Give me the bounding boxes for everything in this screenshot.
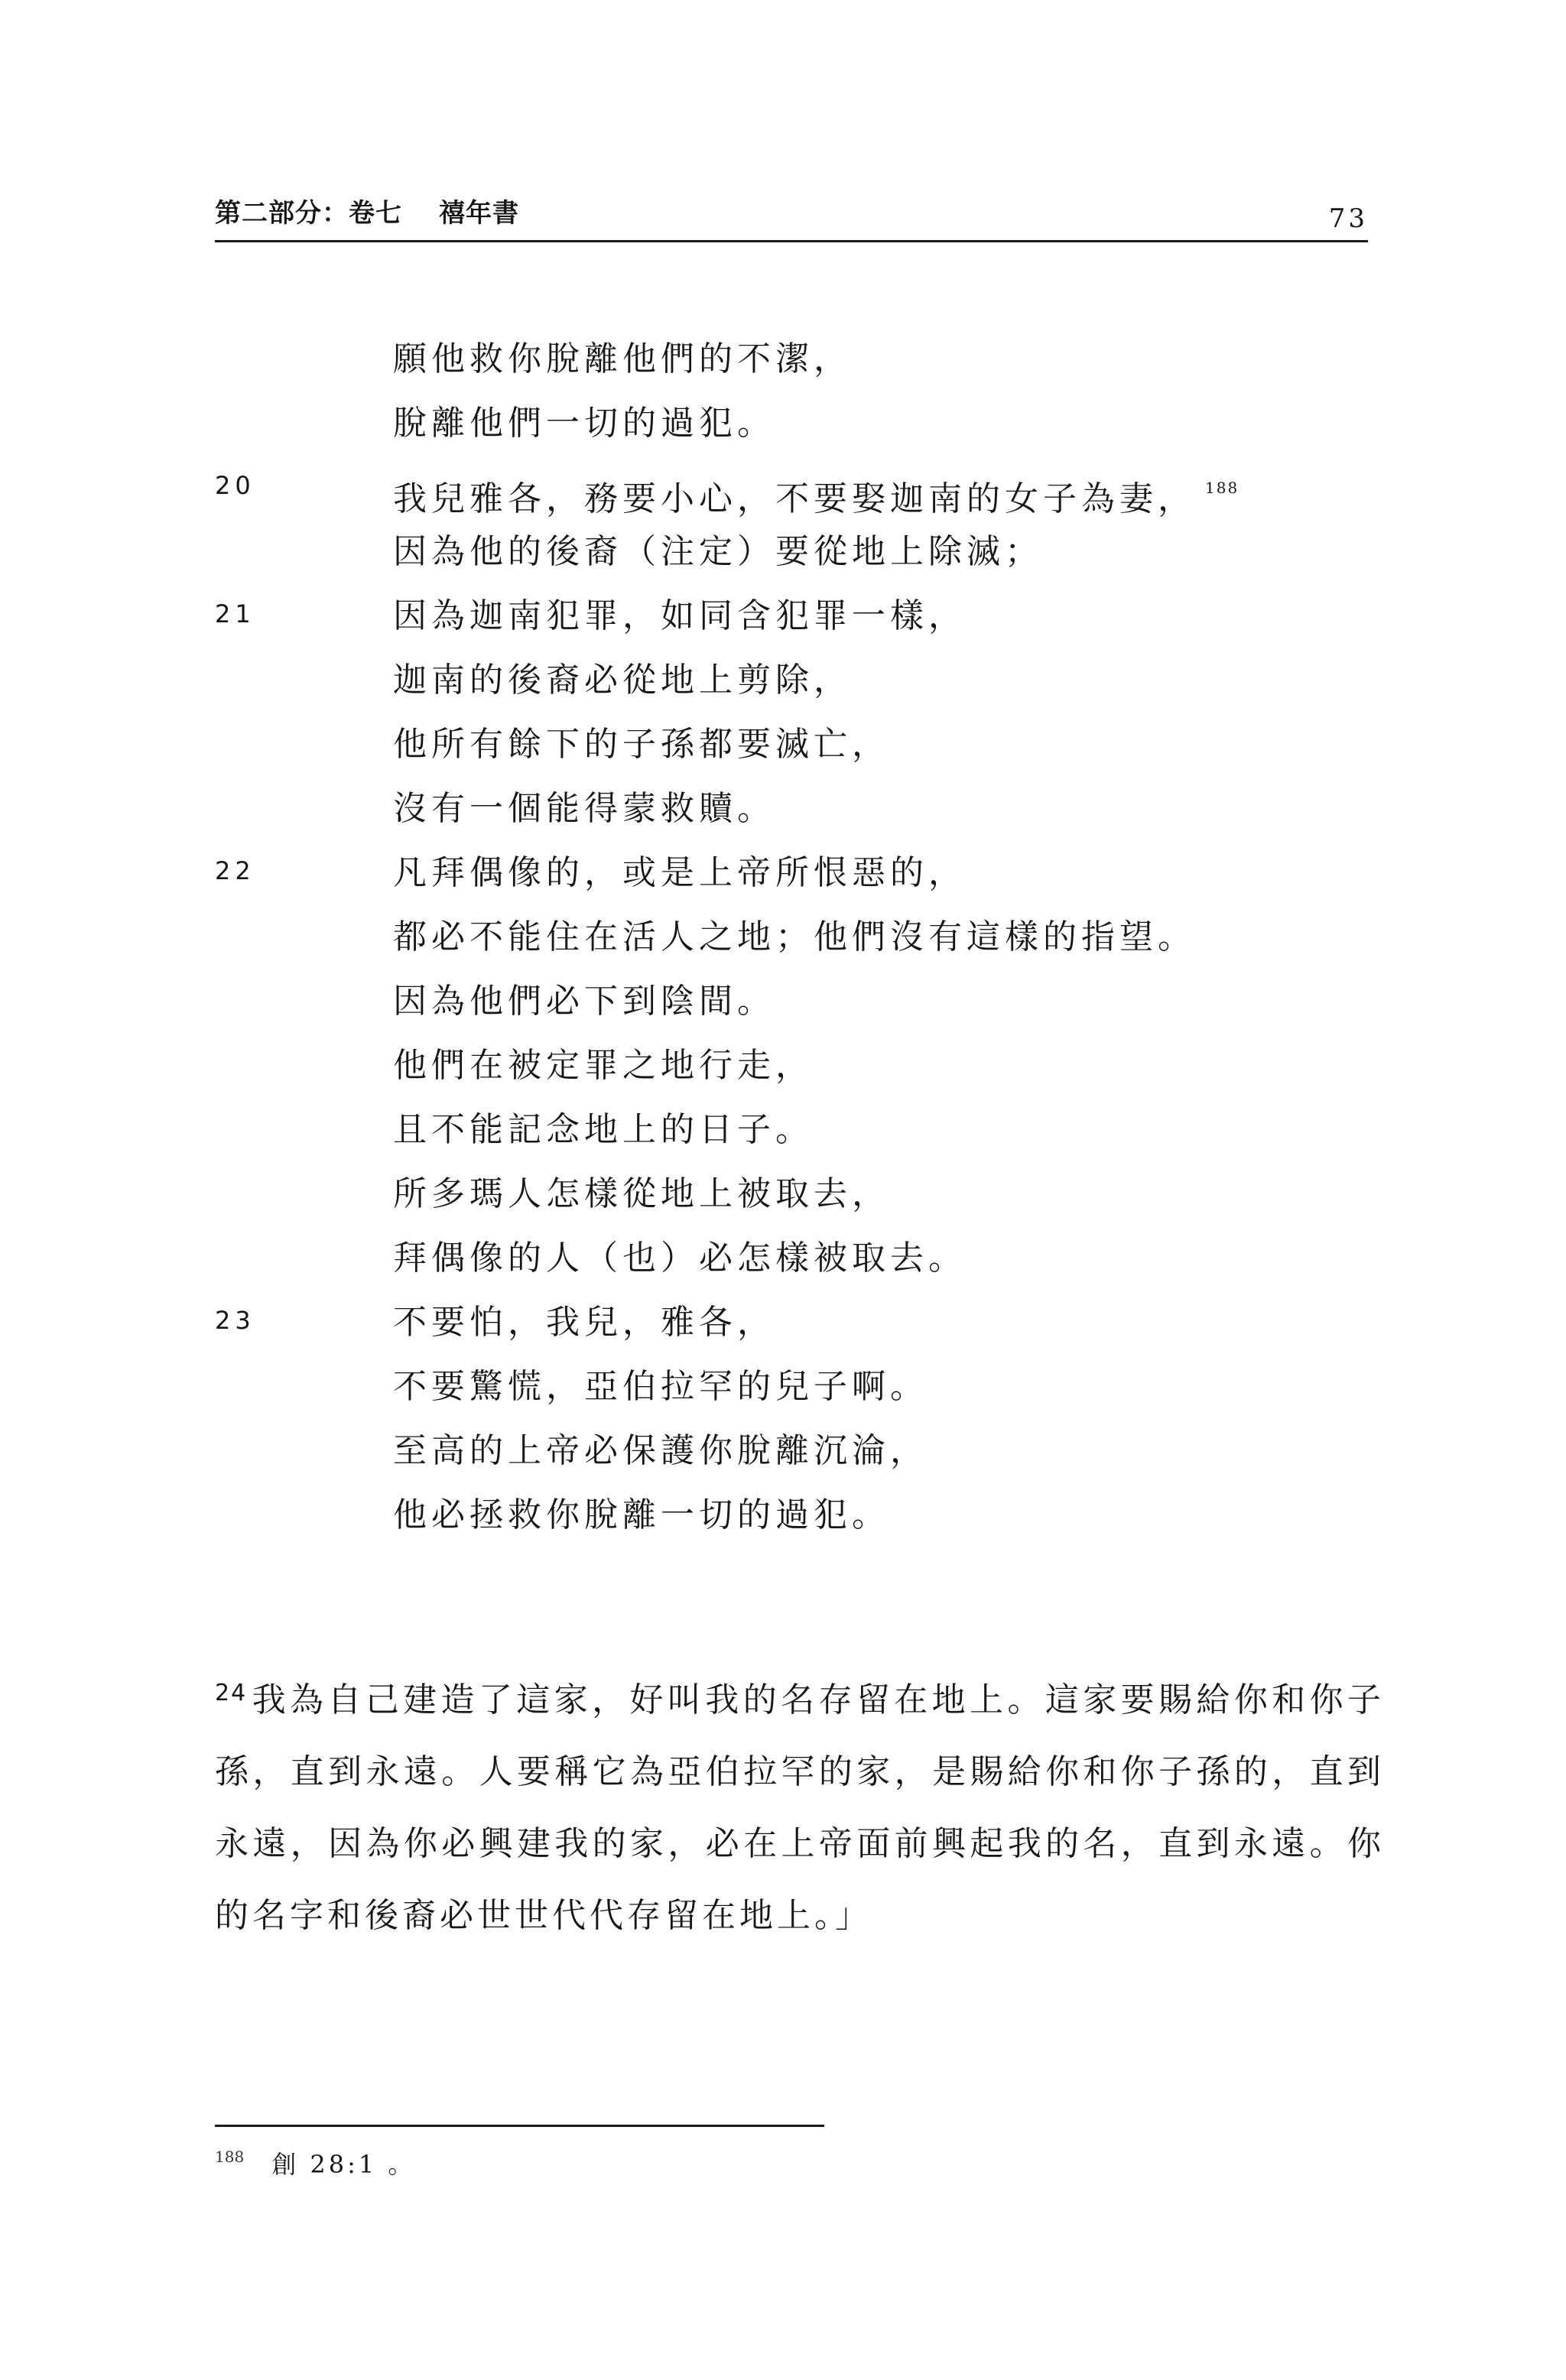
poem-line (0, 529, 1566, 593)
poem-line (0, 979, 1566, 1043)
footnote-reference: 188 (1205, 479, 1239, 497)
poem-line (0, 336, 1566, 401)
poem-line-content: 凡拜偶像的，或是上帝所恨惡的， (393, 853, 967, 892)
verse-number: 24 (215, 1680, 248, 1706)
poem-line-content: 迦南的後裔必從地上剪除， (393, 661, 852, 700)
poem-body (0, 336, 1566, 1557)
verse-number: 20 (215, 471, 255, 500)
poem-line-content: 脫離他們一切的過犯。 (393, 404, 775, 443)
poem-line-text (393, 722, 890, 768)
verse-number: 21 (215, 599, 255, 628)
page-number: 73 (1328, 203, 1368, 234)
poem-line-content: 我兒雅各，務要小心，不要娶迦南的女子為妻， (393, 479, 1196, 518)
poem-line-content: 他所有餘下的子孫都要滅亡， (393, 725, 890, 764)
poem-line (0, 1492, 1566, 1557)
poem-line (0, 1107, 1566, 1171)
poem-line-text (393, 1428, 928, 1474)
poem-line-text (393, 1364, 928, 1410)
paragraph-text: 我為自己建造了這家，好叫我的名存留在地上。這家要賜給你和你子孫，直到永遠。人要稱它為亞伯拉罕的家，是賜給你和你子孫的，直到永遠，因為你必興建我的家，必在上帝面前興起我的名，直到永遠。你的名字和後裔必世世代代存留在地上。」 (215, 1680, 1385, 1935)
poem-line-text (393, 336, 852, 382)
poem-line-text (393, 1043, 814, 1089)
poem-line-text (393, 593, 967, 639)
poem-line (0, 722, 1566, 786)
running-header (215, 190, 1368, 242)
verse-number: 23 (215, 1306, 255, 1335)
verse-number: 22 (215, 856, 255, 885)
poem-line (0, 1043, 1566, 1107)
poem-line-content: 不要怕，我兒，雅各， (393, 1303, 775, 1342)
poem-line-text (393, 1107, 814, 1153)
poem-line-text (393, 979, 775, 1024)
poem-line (0, 465, 1566, 529)
header-book-title: 禧年書 (439, 198, 519, 229)
poem-line-content: 他們在被定罪之地行走， (393, 1046, 814, 1085)
poem-line (0, 1428, 1566, 1492)
poem-line-text (393, 1171, 890, 1217)
poem-line-content: 都必不能住在活人之地；他們沒有這樣的指望。 (393, 917, 1196, 956)
header-section: 第二部分：卷七 (215, 198, 402, 229)
poem-line-content: 他必拯救你脫離一切的過犯。 (393, 1495, 890, 1534)
poem-line-text (393, 658, 852, 703)
header-section-title (215, 192, 519, 229)
poem-line-content: 且不能記念地上的日子。 (393, 1110, 814, 1149)
footnote (215, 2145, 415, 2180)
poem-line (0, 401, 1566, 465)
poem-line (0, 1235, 1566, 1300)
poem-line-content: 因為他們必下到陰間。 (393, 982, 775, 1021)
poem-line-text (393, 1492, 890, 1538)
poem-line-text (393, 850, 967, 896)
poem-line (0, 786, 1566, 850)
poem-line-content: 拜偶像的人（也）必怎樣被取去。 (393, 1239, 967, 1278)
poem-line (0, 1300, 1566, 1364)
poem-line-text (393, 401, 775, 446)
poem-line-text (393, 1300, 775, 1346)
poem-line-text (393, 1235, 967, 1281)
poem-line-text (393, 914, 1196, 960)
poem-line-content: 因為迦南犯罪，如同含犯罪一樣， (393, 596, 967, 635)
poem-line (0, 1364, 1566, 1428)
poem-line-content: 至高的上帝必保護你脫離沉淪， (393, 1431, 928, 1470)
poem-line (0, 914, 1566, 979)
poem-line (0, 658, 1566, 722)
footnote-text: 創 28:1 。 (271, 2150, 416, 2179)
poem-line-content: 沒有一個能得蒙救贖。 (393, 789, 775, 828)
poem-line (0, 850, 1566, 914)
poem-line-text (393, 465, 1239, 522)
footnote-rule (215, 2125, 824, 2127)
poem-line-content: 因為他的後裔（注定）要從地上除滅； (393, 532, 1043, 571)
poem-line (0, 593, 1566, 658)
poem-line-content: 不要驚慌，亞伯拉罕的兒子啊。 (393, 1367, 928, 1406)
verse-24-paragraph (215, 1658, 1385, 1952)
poem-line-text (393, 786, 775, 832)
poem-line-text (393, 529, 1043, 575)
poem-line-content: 願他救你脫離他們的不潔， (393, 339, 852, 378)
poem-line-content: 所多瑪人怎樣從地上被取去， (393, 1174, 890, 1213)
footnote-mark: 188 (215, 2148, 245, 2166)
poem-line (0, 1171, 1566, 1235)
